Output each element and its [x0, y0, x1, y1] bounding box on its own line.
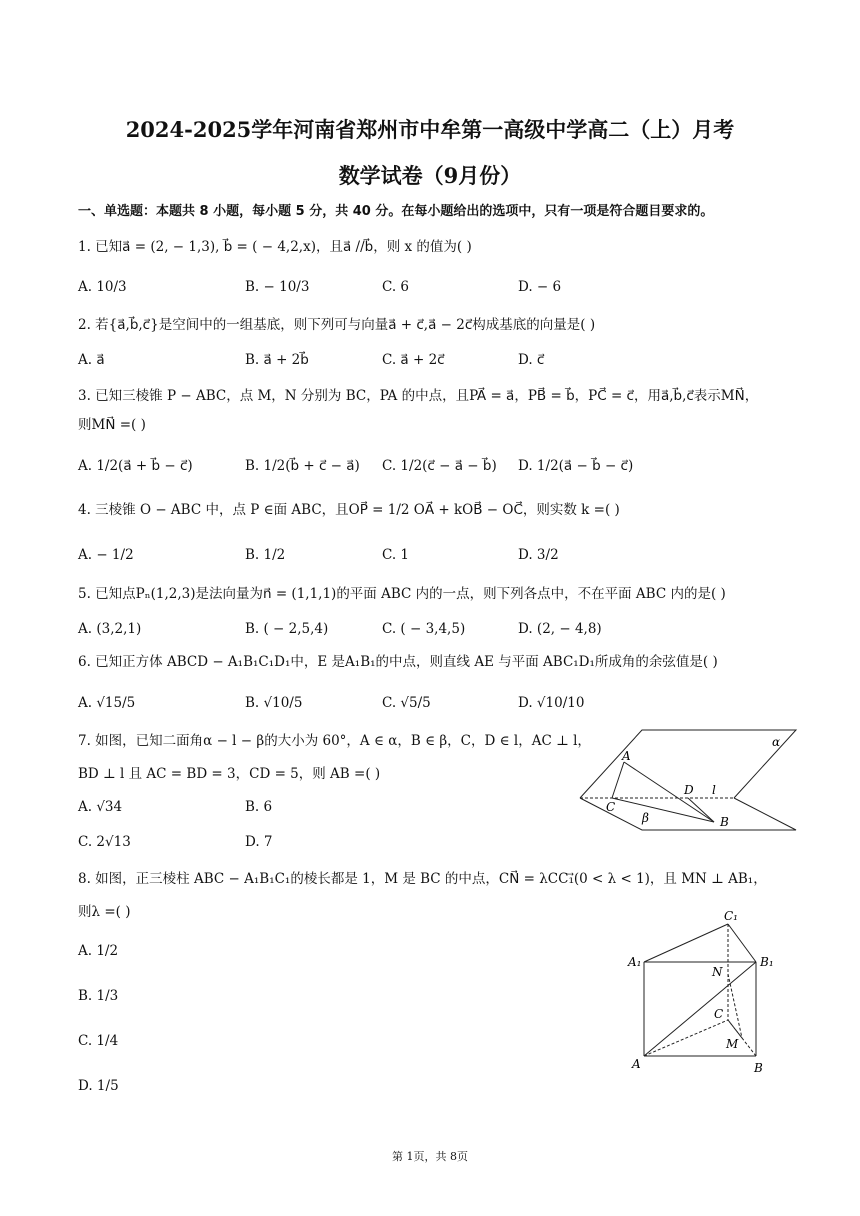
q5-option-d: D. (2, − 4,8): [518, 621, 602, 637]
q1-option-b: B. − 10/3: [245, 279, 310, 295]
question-5-stem: 5. 已知点Pₙ(1,2,3)是法向量为n⃗ = (1,1,1)的平面 ABC 内的一点，则下列各点中，不在平面 ABC 内的是( ): [78, 586, 726, 602]
q7-option-c: C. 2√13: [78, 834, 131, 850]
question-6-stem: 6. 已知正方体 ABCD − A₁B₁C₁D₁中，E 是A₁B₁的中点，则直线 AE 与平面 ABC₁D₁所成角的余弦值是( ): [78, 654, 718, 670]
question-7-stem: 7. 如图，已知二面角α − l − β的大小为 60°，A ∈ α，B ∈ β，C，D ∈ l，AC ⊥ l，: [78, 733, 591, 749]
q3-option-b: B. 1/2(b⃗ + c⃗ − a⃗): [245, 458, 360, 474]
q4-option-d: D. 3/2: [518, 547, 559, 563]
question-8-stem-cont: 则λ =( ): [78, 904, 131, 920]
q5-option-b: B. ( − 2,5,4): [245, 621, 329, 637]
fig8-label-c1: C₁: [724, 909, 738, 923]
q8-option-c: C. 1/4: [78, 1033, 119, 1049]
q1-option-a: A. 10/3: [78, 279, 127, 295]
fig8-label-b: B: [754, 1061, 763, 1075]
fig8-label-c: C: [714, 1007, 724, 1021]
q6-option-d: D. √10/10: [518, 695, 585, 711]
q3-option-a: A. 1/2(a⃗ + b⃗ − c⃗): [78, 458, 193, 474]
q7-option-b: B. 6: [245, 799, 273, 815]
fig8-label-a1: A₁: [628, 955, 642, 969]
q2-option-a: A. a⃗: [78, 352, 105, 368]
question-1-stem: 1. 已知a⃗ = (2, − 1,3), b⃗ = ( − 4,2,x)，且a⃗ //b⃗，则 x 的值为( ): [78, 239, 472, 255]
question-2-stem: 2. 若{a⃗,b⃗,c⃗}是空间中的一组基底，则下列可与向量a⃗ + c⃗,a⃗ − 2c⃗构成基底的向量是( ): [78, 317, 596, 333]
exam-title-line1: 2024-2025学年河南省郑州市中牟第一高级中学高二（上）月考: [125, 117, 735, 142]
fig7-label-a: A: [622, 749, 631, 763]
fig8-label-n: N: [712, 965, 723, 979]
q8-option-a: A. 1/2: [78, 943, 119, 959]
exam-title-line2: 数学试卷（9月份）: [338, 163, 522, 188]
question-3-stem: 3. 已知三棱锥 P − ABC，点 M，N 分别为 BC，PA 的中点，且PA⃗ = a⃗，PB⃗ = b⃗，PC⃗ = c⃗，用a⃗,b⃗,c⃗表示MN⃗，: [78, 388, 759, 404]
fig7-label-b: B: [720, 815, 729, 829]
fig8-label-b1: B₁: [760, 955, 774, 969]
figure-q8-triangular-prism: [622, 904, 782, 1078]
q4-option-a: A. − 1/2: [78, 547, 134, 563]
fig7-label-d: D: [684, 783, 694, 797]
q2-option-b: B. a⃗ + 2b⃗: [245, 352, 309, 368]
q8-option-b: B. 1/3: [78, 988, 119, 1004]
q1-option-c: C. 6: [382, 279, 410, 295]
q2-option-c: C. a⃗ + 2c⃗: [382, 352, 445, 368]
fig7-label-l: l: [712, 783, 716, 797]
q2-option-d: D. c⃗: [518, 352, 545, 368]
question-4-stem: 4. 三棱锥 O − ABC 中，点 P ∈面 ABC，且OP⃗ = 1/2 OA⃗ + kOB⃗ − OC⃗，则实数 k =( ): [78, 502, 620, 518]
page-footer: 第 1页，共 8页: [392, 1150, 468, 1163]
q1-option-d: D. − 6: [518, 279, 562, 295]
question-7-stem-cont: BD ⊥ l 且 AC = BD = 3，CD = 5，则 AB =( ): [78, 766, 381, 782]
q6-option-c: C. √5/5: [382, 695, 431, 711]
question-8-stem: 8. 如图，正三棱柱 ABC − A₁B₁C₁的棱长都是 1，M 是 BC 的中点，CN⃗ = λCC₁⃗(0 < λ < 1)，且 MN ⊥ AB₁，: [78, 871, 767, 887]
fig8-label-a: A: [632, 1057, 641, 1071]
q3-option-c: C. 1/2(c⃗ − a⃗ − b⃗): [382, 458, 497, 474]
fig7-label-c: C: [606, 800, 616, 814]
fig7-label-alpha: α: [772, 735, 781, 749]
q5-option-a: A. (3,2,1): [78, 621, 142, 637]
q7-option-a: A. √34: [78, 799, 123, 815]
q6-option-a: A. √15/5: [78, 695, 136, 711]
fig7-label-beta: β: [642, 811, 649, 825]
figure-q7-dihedral-angle: [578, 724, 800, 834]
section-heading: 一、单选题：本题共 8 小题，每小题 5 分，共 40 分。在每小题给出的选项中，只有一项是符合题目要求的。: [78, 204, 714, 219]
question-3-stem-cont: 则MN⃗ =( ): [78, 417, 146, 433]
fig8-label-m: M: [726, 1037, 739, 1051]
q4-option-c: C. 1: [382, 547, 410, 563]
q7-option-d: D. 7: [245, 834, 273, 850]
q8-option-d: D. 1/5: [78, 1078, 119, 1094]
q3-option-d: D. 1/2(a⃗ − b⃗ − c⃗): [518, 458, 634, 474]
q4-option-b: B. 1/2: [245, 547, 286, 563]
q6-option-b: B. √10/5: [245, 695, 303, 711]
q5-option-c: C. ( − 3,4,5): [382, 621, 466, 637]
